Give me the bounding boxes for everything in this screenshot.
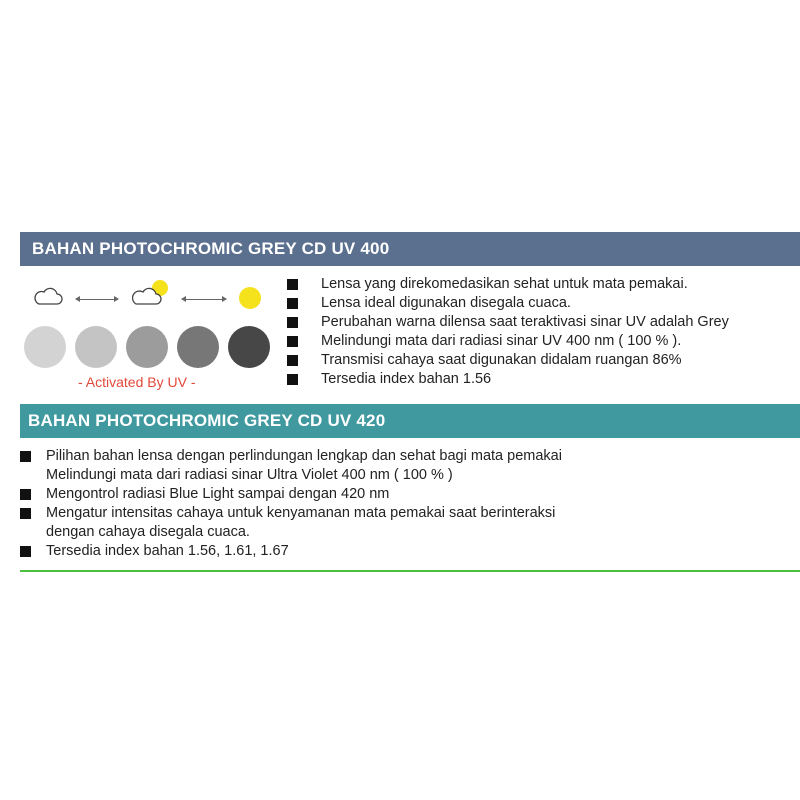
list-item: Mengatur intensitas cahaya untuk kenyamanan mata pemakai saat berinteraksi dengan cahaya disegala cuaca. (20, 504, 562, 542)
section-uv420 (20, 404, 800, 570)
accent-divider (20, 570, 800, 572)
bullet-square-icon (287, 355, 298, 366)
tint-circle (75, 326, 117, 368)
list-item: Mengontrol radiasi Blue Light sampai dengan 420 nm (20, 485, 562, 504)
list-item: Tersedia index bahan 1.56 (287, 370, 729, 389)
bullet-square-icon (287, 298, 298, 309)
section-uv400 (20, 232, 800, 397)
list-item: Tersedia index bahan 1.56, 1.61, 1.67 (20, 542, 562, 561)
activated-label: - Activated By UV - (78, 374, 196, 390)
list-item: Perubahan warna dilensa saat teraktivasi sinar UV adalah Grey (287, 313, 729, 332)
bullet-square-icon (287, 317, 298, 328)
sun-icon (236, 284, 264, 312)
tint-circle (126, 326, 168, 368)
bullet-square-icon (287, 279, 298, 290)
cloud-sun-icon (132, 276, 172, 310)
weather-icons-row (32, 274, 282, 314)
list-item: Lensa ideal digunakan disegala cuaca. (287, 294, 729, 313)
list-item: Transmisi cahaya saat digunakan didalam ruangan 86% (287, 351, 729, 370)
tint-scale (24, 326, 270, 368)
bullet-square-icon (20, 451, 31, 462)
bullet-square-icon (287, 336, 298, 347)
bullet-square-icon (287, 374, 298, 385)
tint-circle (24, 326, 66, 368)
double-arrow-icon (182, 299, 226, 300)
double-arrow-icon (76, 299, 118, 300)
bullet-square-icon (20, 546, 31, 557)
list-item: Pilihan bahan lensa dengan perlindungan lengkap dan sehat bagi mata pemakai Melindungi mata dari radiasi sinar Ultra Violet 400 nm ( 100 % ) (20, 447, 562, 485)
tint-circle (177, 326, 219, 368)
list-item: Lensa yang direkomedasikan sehat untuk mata pemakai. (287, 275, 729, 294)
uv420-feature-list (20, 447, 562, 561)
bullet-square-icon (20, 489, 31, 500)
bullet-square-icon (20, 508, 31, 519)
uv400-feature-list (287, 275, 729, 389)
list-item: Melindungi mata dari radiasi sinar UV 400 nm ( 100 % ). (287, 332, 729, 351)
section-uv400-title: BAHAN PHOTOCHROMIC GREY CD UV 400 (20, 232, 800, 266)
tint-circle (228, 326, 270, 368)
section-uv420-title: BAHAN PHOTOCHROMIC GREY CD UV 420 (20, 404, 800, 438)
cloud-icon (32, 284, 64, 308)
